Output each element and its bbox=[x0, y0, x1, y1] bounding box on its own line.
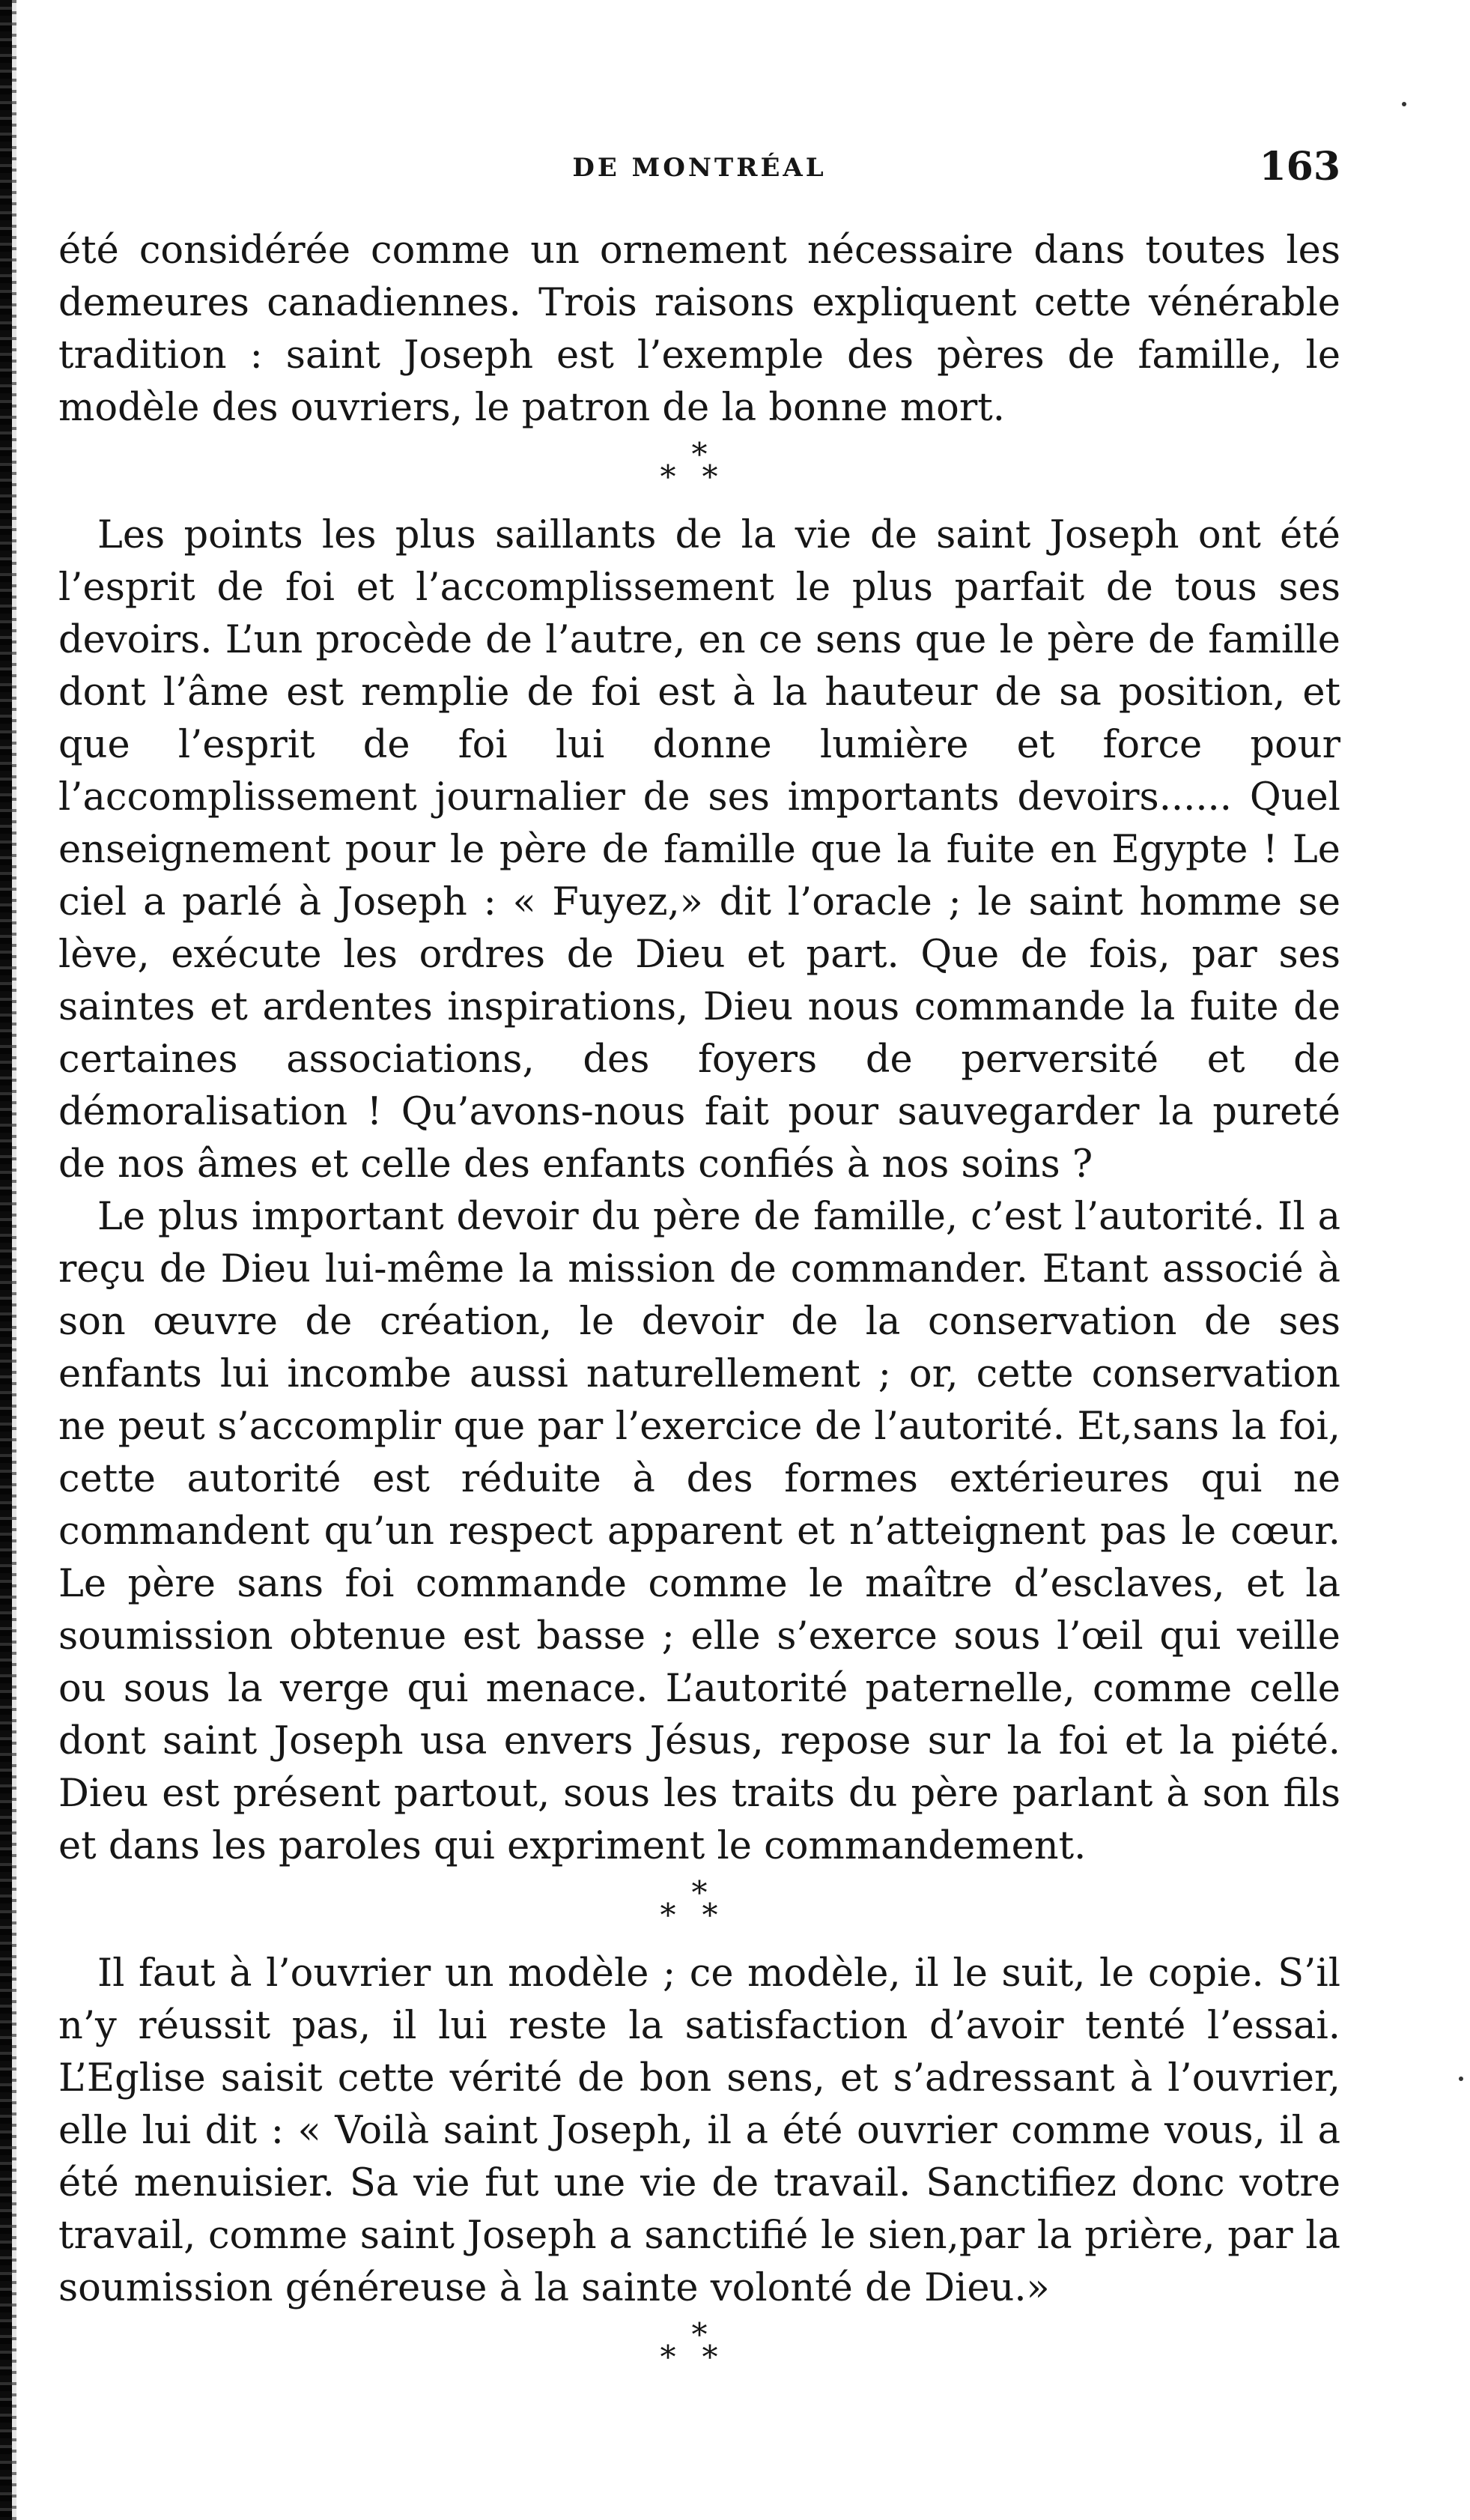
running-head: DE MONTRÉAL bbox=[572, 153, 827, 183]
paragraph: été considérée comme un ornement nécessaire dans toutes les demeures canadiennes. Trois raisons expliquent cette vénérable tradition : saint Joseph est l’exemple des pères de famille, le modèle des ouvriers, le patron de la bonne mort. bbox=[58, 228, 1340, 430]
paragraph: Il faut à l’ouvrier un modèle ; ce modèle, il le suit, le copie. S’il n’y réussit pas, il lui reste la satisfaction d’avoir tenté l’essai. L’Eglise saisit cette vérité de bon sens, et s’adressant à l’ouvrier, elle lui dit : « Voilà saint Joseph, il a été ouvrier comme vous, il a été menuisier. Sa vie fut une vie de travail. Sanctifiez donc votre travail, comme saint Joseph a sanctifié le sien,par la prière, par la soumission généreuse à la sainte volonté de Dieu.» bbox=[58, 1951, 1340, 2310]
scan-edge-noise bbox=[12, 0, 16, 2520]
asterism bbox=[58, 1873, 1340, 1948]
scan-speck bbox=[1459, 2077, 1463, 2081]
page-number: 163 bbox=[1259, 144, 1340, 190]
paragraph: Le plus important devoir du père de famille, c’est l’autorité. Il a reçu de Dieu lui-même la mission de commander. Etant associé à son œuvre de création, le devoir de la conservation de ses enfants lui incombe aussi naturellement ; or, cette conservation ne peut s’accomplir que par l’exercice de l’autorité. Et,sans la foi, cette autorité est réduite à des formes extérieures qui ne commandent qu’un respect apparent et n’atteignent pas le cœur. Le père sans foi commande comme le maître d’esclaves, et la soumission obtenue est basse ; elle s’exerce sous l’œil qui veille ou sous la verge qui menace. L’autorité paternelle, comme celle dont saint Joseph usa envers Jésus, repose sur la foi et la piété. Dieu est présent partout, sous les traits du père parlant à son fils et dans les paroles qui expriment le commandement. bbox=[58, 1195, 1340, 1868]
page-body bbox=[58, 225, 1340, 2390]
scan-edge-shadow bbox=[0, 0, 12, 2520]
asterism bbox=[58, 2315, 1340, 2390]
asterism-star: * bbox=[660, 458, 676, 495]
page-header bbox=[58, 144, 1340, 204]
asterism-star: * bbox=[691, 2316, 708, 2353]
asterism-star: * bbox=[702, 2339, 718, 2375]
asterism-star: * bbox=[691, 436, 708, 473]
asterism-star: * bbox=[660, 2339, 676, 2375]
asterism-star: * bbox=[702, 458, 718, 495]
scan-speck bbox=[1402, 102, 1406, 106]
asterism-star: * bbox=[691, 1874, 708, 1911]
asterism-star: * bbox=[702, 1897, 718, 1933]
paragraph: Les points les plus saillants de la vie de saint Joseph ont été l’esprit de foi et l’accomplissement le plus parfait de tous ses devoirs. L’un procède de l’autre, en ce sens que le père de famille dont l’âme est remplie de foi est à la hauteur de sa position, et que l’esprit de foi lui donne lumière et force pour l’accomplissement journalier de ses importants devoirs...... Quel enseignement pour le père de famille que la fuite en Egypte ! Le ciel a parlé à Joseph : « Fuyez,» dit l’oracle ; le saint homme se lève, exécute les ordres de Dieu et part. Que de fois, par ses saintes et ardentes inspirations, Dieu nous commande la fuite de certaines associations, des foyers de perversité et de démoralisation ! Qu’avons-nous fait pour sauvegarder la pureté de nos âmes et celle des enfants confiés à nos soins ? bbox=[58, 513, 1340, 1187]
asterism-star: * bbox=[660, 1897, 676, 1933]
asterism bbox=[58, 434, 1340, 509]
